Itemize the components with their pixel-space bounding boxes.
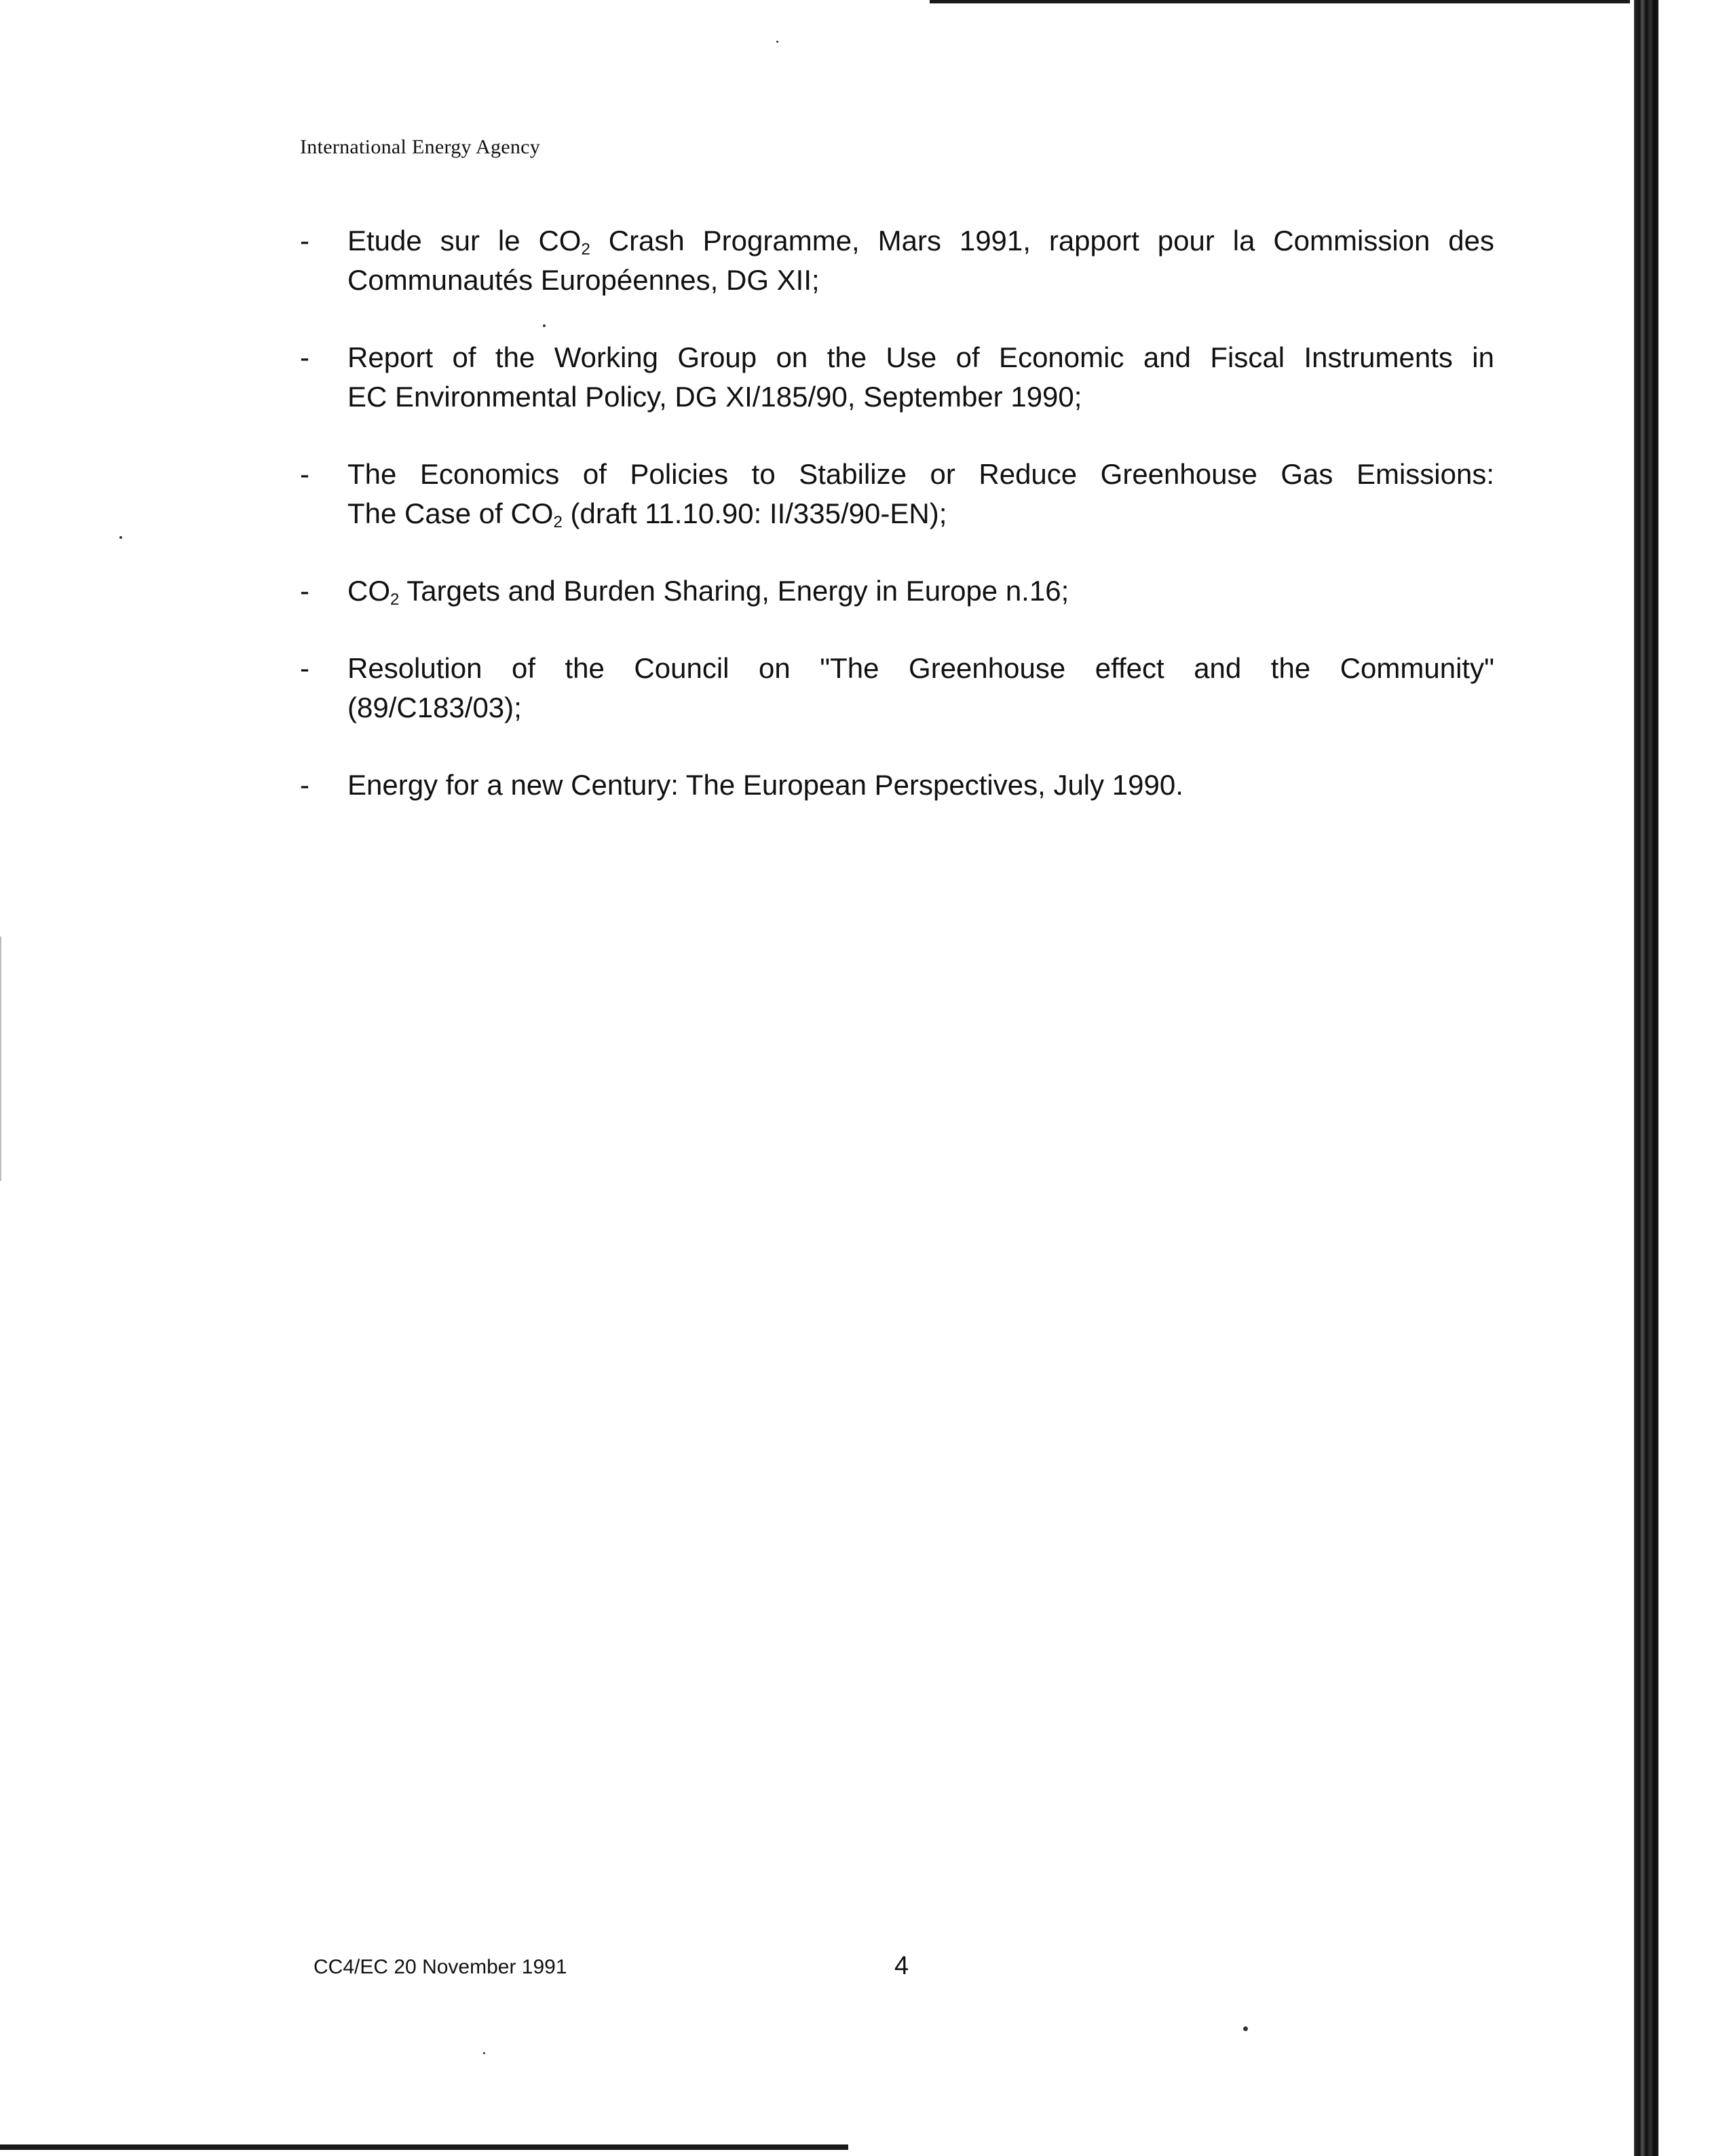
scan-margin: [1658, 0, 1727, 2156]
scan-speck: [1243, 2026, 1248, 2031]
scan-left-mark: [0, 937, 1, 1181]
scan-bottom-border: [0, 2144, 848, 2150]
footer-document-reference: CC4/EC 20 November 1991: [314, 1956, 567, 1978]
reference-line: Etude sur le $CO_2$ Crash Programme, Mars 1991, rapport pour la Commission des: [347, 225, 1494, 259]
reference-item: [300, 338, 1494, 417]
reference-line: Report of the Working Group on the Use of Economic and Fiscal Instruments in: [347, 341, 1494, 373]
list-dash: -: [300, 769, 309, 801]
reference-item: [300, 455, 1494, 533]
scan-right-edge: [1630, 0, 1658, 2156]
reference-item: [300, 649, 1494, 727]
list-dash: -: [300, 652, 309, 684]
reference-item: [300, 765, 1494, 805]
organization-header: International Energy Agency: [300, 136, 541, 158]
reference-line: The Case of $CO_2$ (draft 11.10.90: II/335/90-EN);: [347, 497, 947, 531]
list-dash: -: [300, 458, 309, 490]
reference-line: $CO_2$ Targets and Burden Sharing, Energy in Europe n.16;: [347, 575, 1069, 609]
reference-line: (89/C183/03);: [347, 692, 522, 723]
list-dash: -: [300, 225, 309, 257]
scan-top-border: [930, 0, 1635, 3]
list-dash: -: [300, 341, 309, 373]
reference-line: EC Environmental Policy, DG XI/185/90, September 1990;: [347, 381, 1082, 413]
reference-line: Resolution of the Council on "The Greenhouse effect and the Community": [347, 652, 1494, 684]
reference-list: [300, 221, 1494, 805]
scan-speck: [483, 2052, 485, 2054]
page-number: 4: [894, 1952, 909, 1980]
list-dash: -: [300, 575, 309, 607]
scan-speck: [776, 41, 778, 43]
reference-line: Communautés Européennes, DG XII;: [347, 264, 820, 296]
reference-item: [300, 571, 1494, 611]
scan-speck: [119, 536, 122, 539]
reference-line: Energy for a new Century: The European Perspectives, July 1990.: [347, 769, 1183, 801]
reference-item: [300, 221, 1494, 300]
reference-line: The Economics of Policies to Stabilize or Reduce Greenhouse Gas Emissions:: [347, 458, 1494, 490]
